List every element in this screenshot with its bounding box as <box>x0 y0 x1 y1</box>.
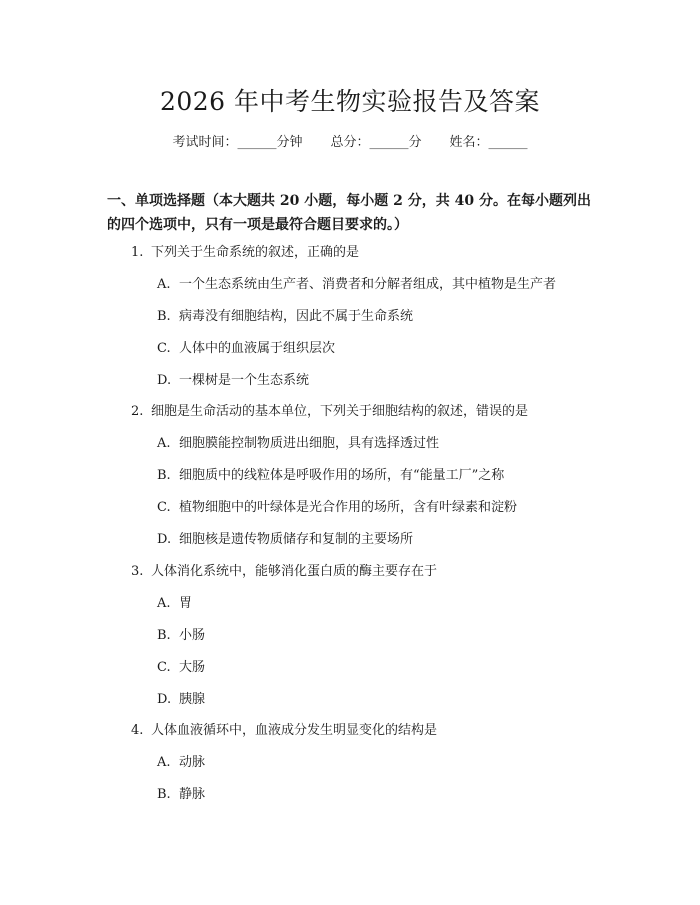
option-letter: A. <box>157 596 171 611</box>
option-text: 细胞核是遗传物质储存和复制的主要场所 <box>179 532 414 547</box>
option-letter: C. <box>157 341 171 356</box>
question-text: 人体消化系统中，能够消化蛋白质的酶主要存在于 <box>151 564 438 579</box>
option-text: 一个生态系统由生产者、消费者和分解者组成，其中植物是生产者 <box>179 277 557 292</box>
option-text: 静脉 <box>179 787 206 802</box>
option-text: 植物细胞中的叶绿体是光合作用的场所，含有叶绿素和淀粉 <box>179 500 518 515</box>
option-letter: C. <box>157 500 171 515</box>
option-letter: B. <box>157 787 171 802</box>
option-item <box>157 659 205 677</box>
option-item <box>157 467 504 485</box>
question-text: 细胞是生命活动的基本单位，下列关于细胞结构的叙述，错误的是 <box>151 404 529 419</box>
total-score-field: 总分：______分 <box>330 135 422 150</box>
question-text: 下列关于生命系统的叙述，正确的是 <box>151 245 360 260</box>
option-text: 一棵树是一个生态系统 <box>179 373 310 388</box>
question-stem <box>131 403 528 421</box>
option-item <box>157 372 309 390</box>
question-number: 2. <box>131 404 144 419</box>
option-item <box>157 627 205 645</box>
exam-meta-line <box>0 131 700 150</box>
option-letter: A. <box>157 436 171 451</box>
option-text: 人体中的血液属于组织层次 <box>179 341 336 356</box>
option-letter: B. <box>157 309 171 324</box>
option-item <box>157 531 413 549</box>
option-text: 病毒没有细胞结构，因此不属于生命系统 <box>179 309 414 324</box>
question-stem <box>131 563 437 581</box>
question-number: 1. <box>131 245 144 260</box>
option-item <box>157 308 413 326</box>
question-number: 4. <box>131 723 144 738</box>
option-letter: B. <box>157 468 171 483</box>
option-item <box>157 754 205 772</box>
option-letter: D. <box>157 692 172 707</box>
option-letter: B. <box>157 628 171 643</box>
option-item <box>157 340 335 358</box>
option-letter: D. <box>157 373 172 388</box>
page-title: 2026 年中考生物实验报告及答案 <box>159 87 541 116</box>
option-text: 细胞膜能控制物质进出细胞，具有选择透过性 <box>179 436 440 451</box>
option-item <box>157 595 192 613</box>
option-item <box>157 276 556 294</box>
section-heading: 一、单项选择题（本大题共 20 小题，每小题 2 分，共 40 分。在每小题列出的四个选项中，只有一项是最符合题目要求的。） <box>107 193 591 233</box>
option-text: 胰腺 <box>179 692 206 707</box>
option-letter: C. <box>157 660 171 675</box>
question-text: 人体血液循环中，血液成分发生明显变化的结构是 <box>151 723 438 738</box>
option-item <box>157 786 205 804</box>
option-letter: A. <box>157 277 171 292</box>
option-text: 大肠 <box>179 660 206 675</box>
question-stem <box>131 244 359 262</box>
option-text: 动脉 <box>179 755 206 770</box>
option-item <box>157 435 439 453</box>
option-text: 胃 <box>179 596 193 611</box>
student-name-field: 姓名：______ <box>449 135 528 150</box>
option-item <box>157 499 517 517</box>
option-item <box>157 691 205 709</box>
option-text: 小肠 <box>179 628 206 643</box>
exam-time-field: 考试时间：______分钟 <box>172 135 303 150</box>
question-number: 3. <box>131 564 144 579</box>
option-text: 细胞质中的线粒体是呼吸作用的场所，有“能量工厂”之称 <box>179 468 505 483</box>
question-stem <box>131 722 437 740</box>
option-letter: D. <box>157 532 172 547</box>
option-letter: A. <box>157 755 171 770</box>
